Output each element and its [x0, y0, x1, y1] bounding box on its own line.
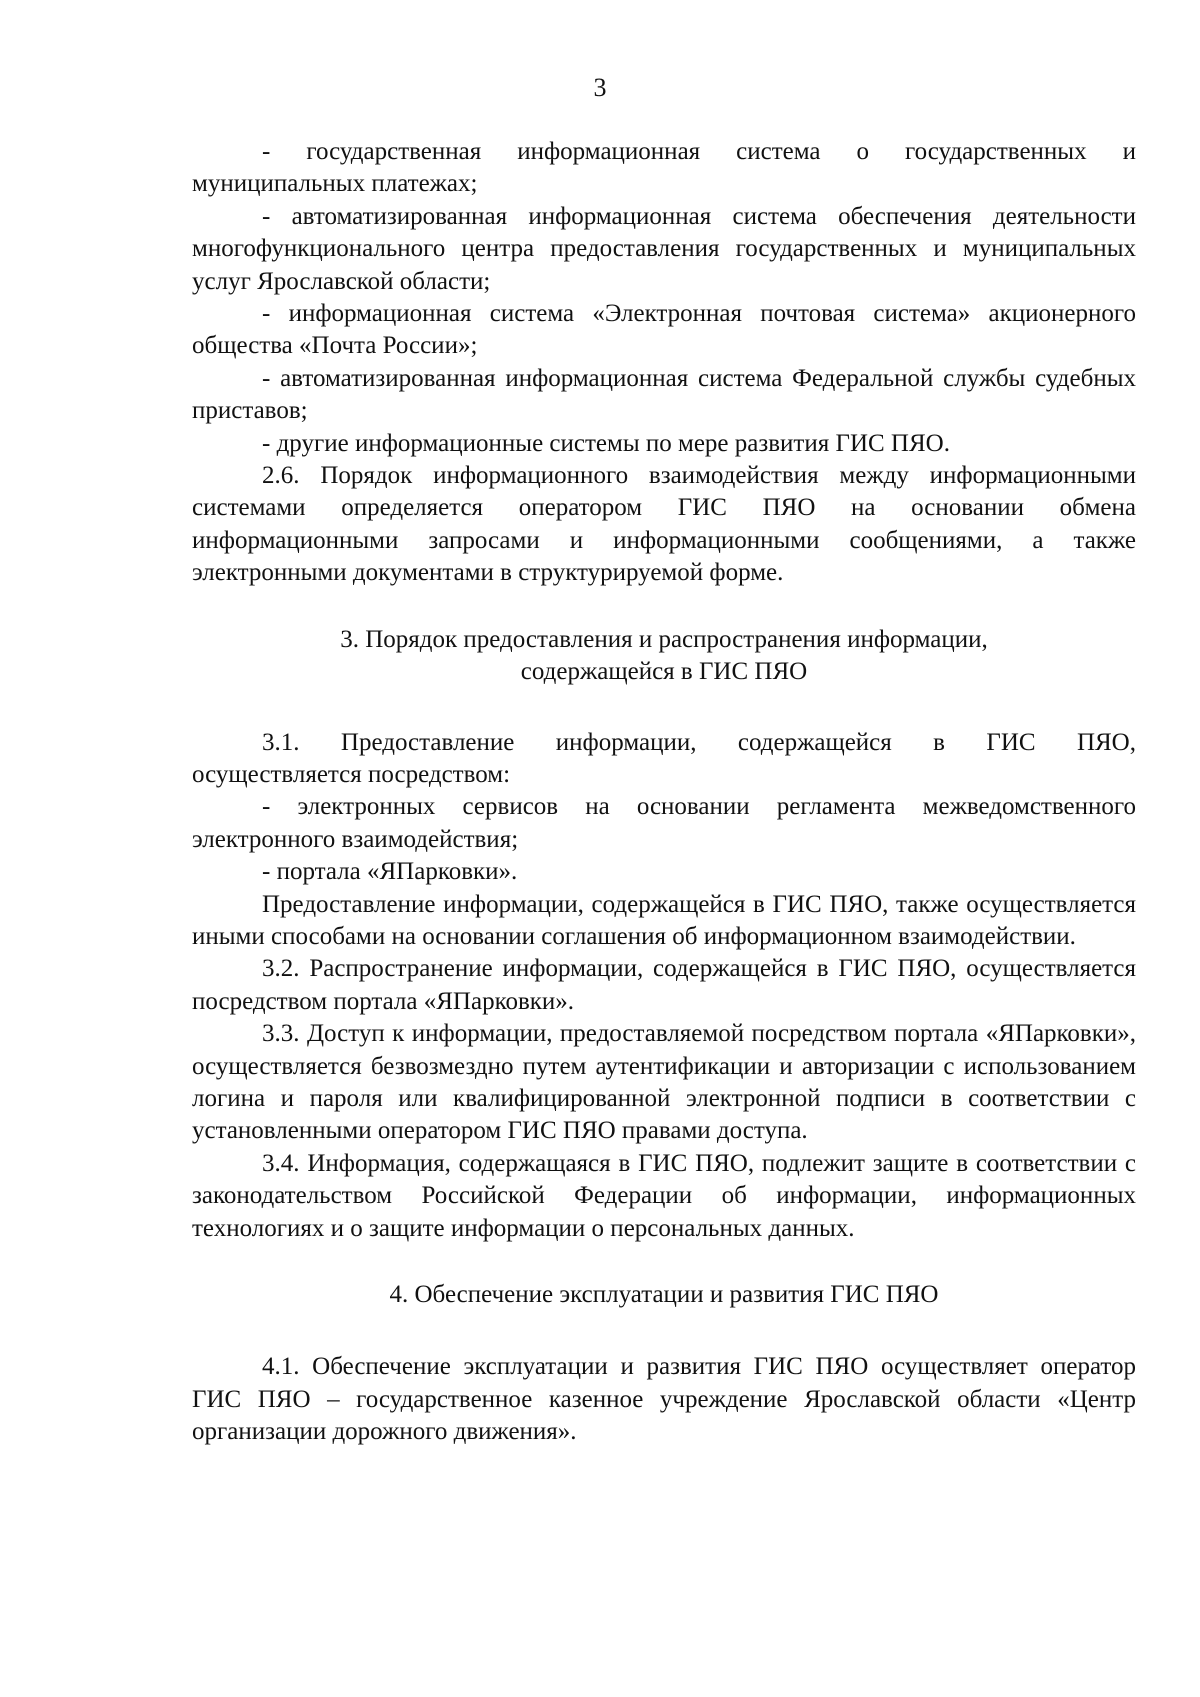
section-3-heading: [192, 624, 1136, 689]
list-item: - информационная система «Электронная почтовая система» акционерного общества «Почта России»;: [192, 300, 1136, 360]
paragraph-3-1: 3.1. Предоставление информации, содержащейся в ГИС ПЯО,: [262, 728, 1136, 756]
list-item: - автоматизированная информационная система Федеральной службы судебных приставов;: [192, 364, 1136, 425]
paragraph-2-6: 2.6. Порядок информационного взаимодействия между информационными системами определяется оператором ГИС ПЯО на основании обмена информационными запросами и информационными сообщениями, а также электронными документами в структурируемой форме.: [192, 462, 1136, 587]
section-4-heading: 4. Обеспечение эксплуатации и развития ГИС ПЯО: [389, 1281, 939, 1308]
list-item: - портала «ЯПарковки».: [262, 858, 518, 886]
section-3-heading-line-2: содержащейся в ГИС ПЯО: [520, 658, 808, 686]
document-body: [192, 136, 1136, 1449]
paragraph-3-4: 3.4. Информация, содержащаяся в ГИС ПЯО, подлежит защите в соответствии с законодательством Российской Федерации об информации, информационных технологиях и о защите информации о персональных данных.: [192, 1149, 1136, 1242]
page-number: 3: [593, 73, 607, 102]
paragraph-3-3: 3.3. Доступ к информации, предоставляемой посредством портала «ЯПарковки», осуществляется безвозмездно путем аутентификации и авторизации с использованием логина и пароля или квалифицированной электронной подписи в соответствии с установленными оператором ГИС ПЯО правами доступа.: [192, 1020, 1136, 1145]
paragraph-4-1: 4.1. Обеспечение эксплуатации и развития ГИС ПЯО осуществляет оператор ГИС ПЯО – государственное казенное учреждение Ярославской области «Центр организации дорожного движения».: [192, 1353, 1136, 1446]
paragraph-also: Предоставление информации, содержащейся в ГИС ПЯО, также осуществляется иными способами на основании соглашения об информационном взаимодействии.: [192, 890, 1136, 950]
list-item: - электронных сервисов на основании регламента межведомственного электронного взаимодействия;: [192, 793, 1136, 853]
paragraph-3-1-continuation: осуществляется посредством:: [192, 760, 511, 788]
paragraph-3-2: 3.2. Распространение информации, содержащейся в ГИС ПЯО, осуществляется посредством портала «ЯПарковки».: [192, 955, 1136, 1015]
list-item: - автоматизированная информационная система обеспечения деятельности многофункционального центра предоставления государственных и муниципальных услуг Ярославской области;: [192, 202, 1136, 295]
list-item: - другие информационные системы по мере развития ГИС ПЯО.: [262, 429, 950, 457]
section-3-heading-line-1: 3. Порядок предоставления и распространения информации,: [340, 625, 988, 653]
list-item: - государственная информационная система о государственных и муниципальных платежах;: [192, 138, 1136, 198]
